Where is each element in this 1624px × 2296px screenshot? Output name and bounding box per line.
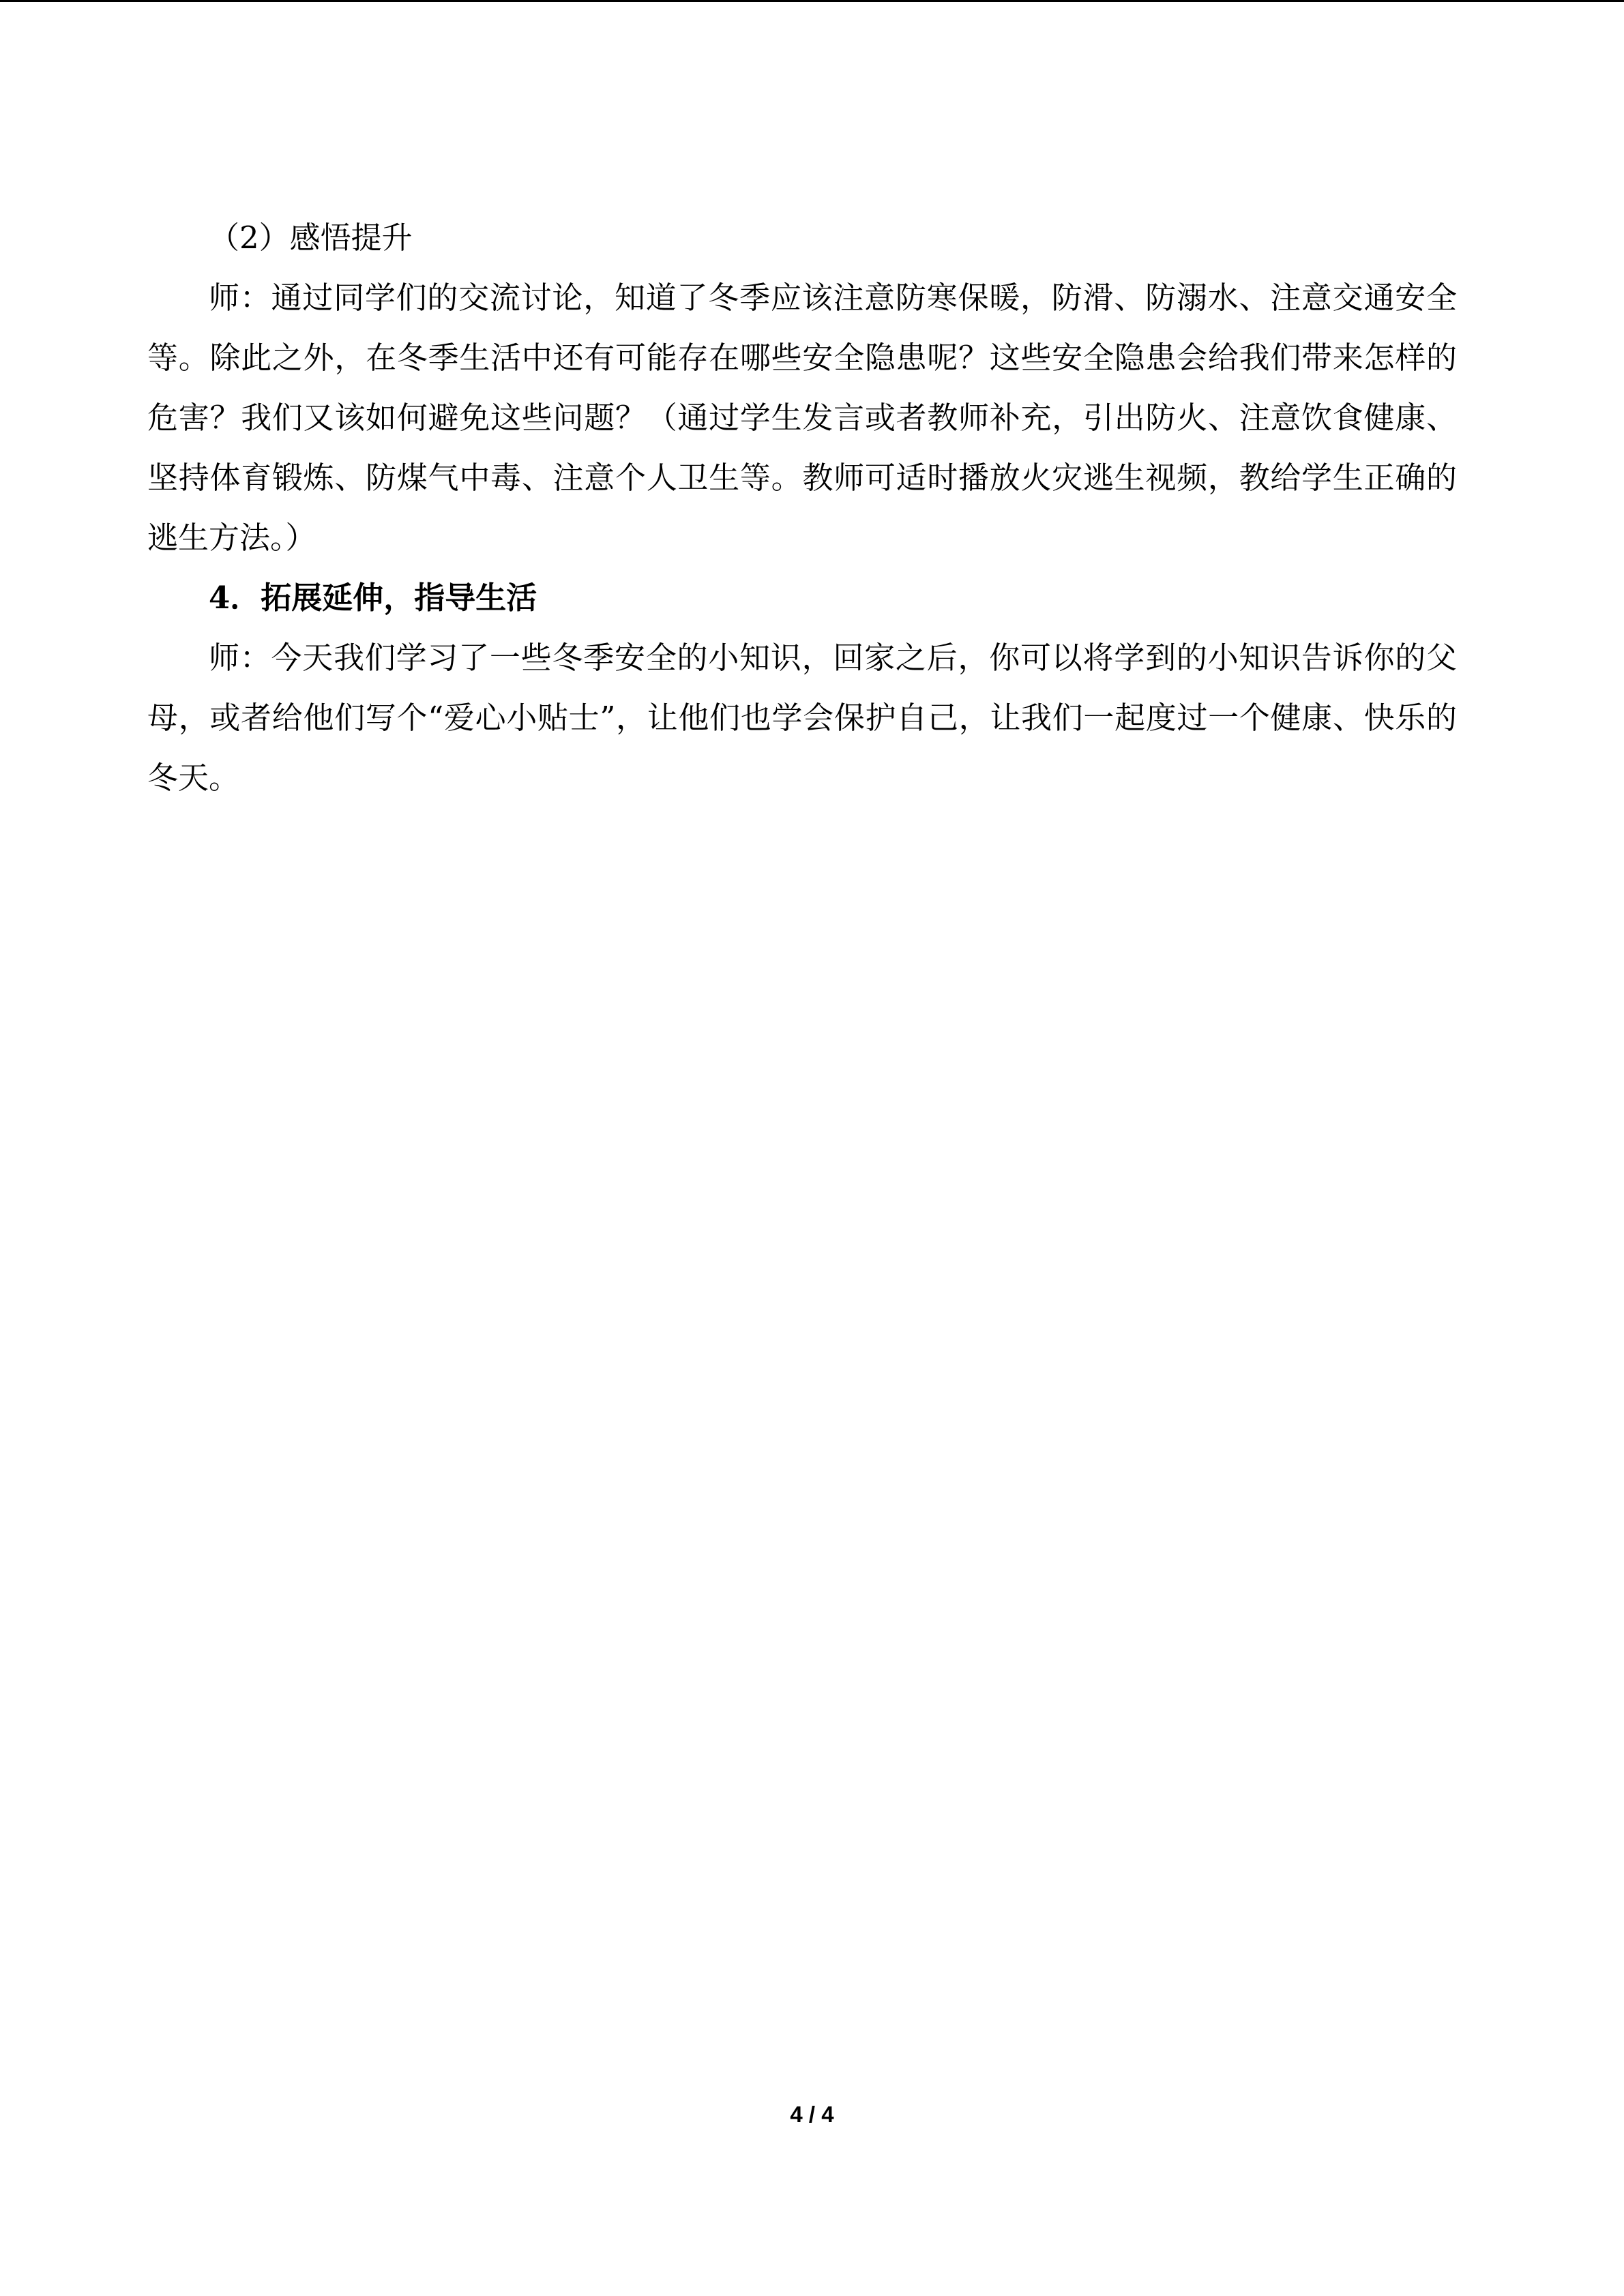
sub-heading: （2）感悟提升 [209,220,413,256]
top-border-line [0,0,1624,2]
teacher-paragraph: 师：今天我们学习了一些冬季安全的小知识，回家之后，你可以将学到的小知识告诉你的父母，或者给他们写个“爱心小贴士”，让他们也学会保护自己，让我们一起度过一个健康、快乐的冬天。 [147,640,1457,796]
teacher-paragraph: 师：通过同学们的交流讨论，知道了冬季应该注意防寒保暖，防滑、防溺水、注意交通安全等。除此之外，在冬季生活中还有可能存在哪些安全隐患呢？这些安全隐患会给我们带来怎样的危害？我们又该如何避免这些问题？（通过学生发言或者教师补充，引出防火、注意饮食健康、坚持体育锻炼、防煤气中毒、注意个人卫生等。教师可适时播放火灾逃生视频，教给学生正确的逃生方法。） [147,280,1457,556]
document-body [147,208,1457,808]
page-number: 4 / 4 [790,2102,834,2127]
section-heading: 4．拓展延伸，指导生活 [209,580,537,616]
